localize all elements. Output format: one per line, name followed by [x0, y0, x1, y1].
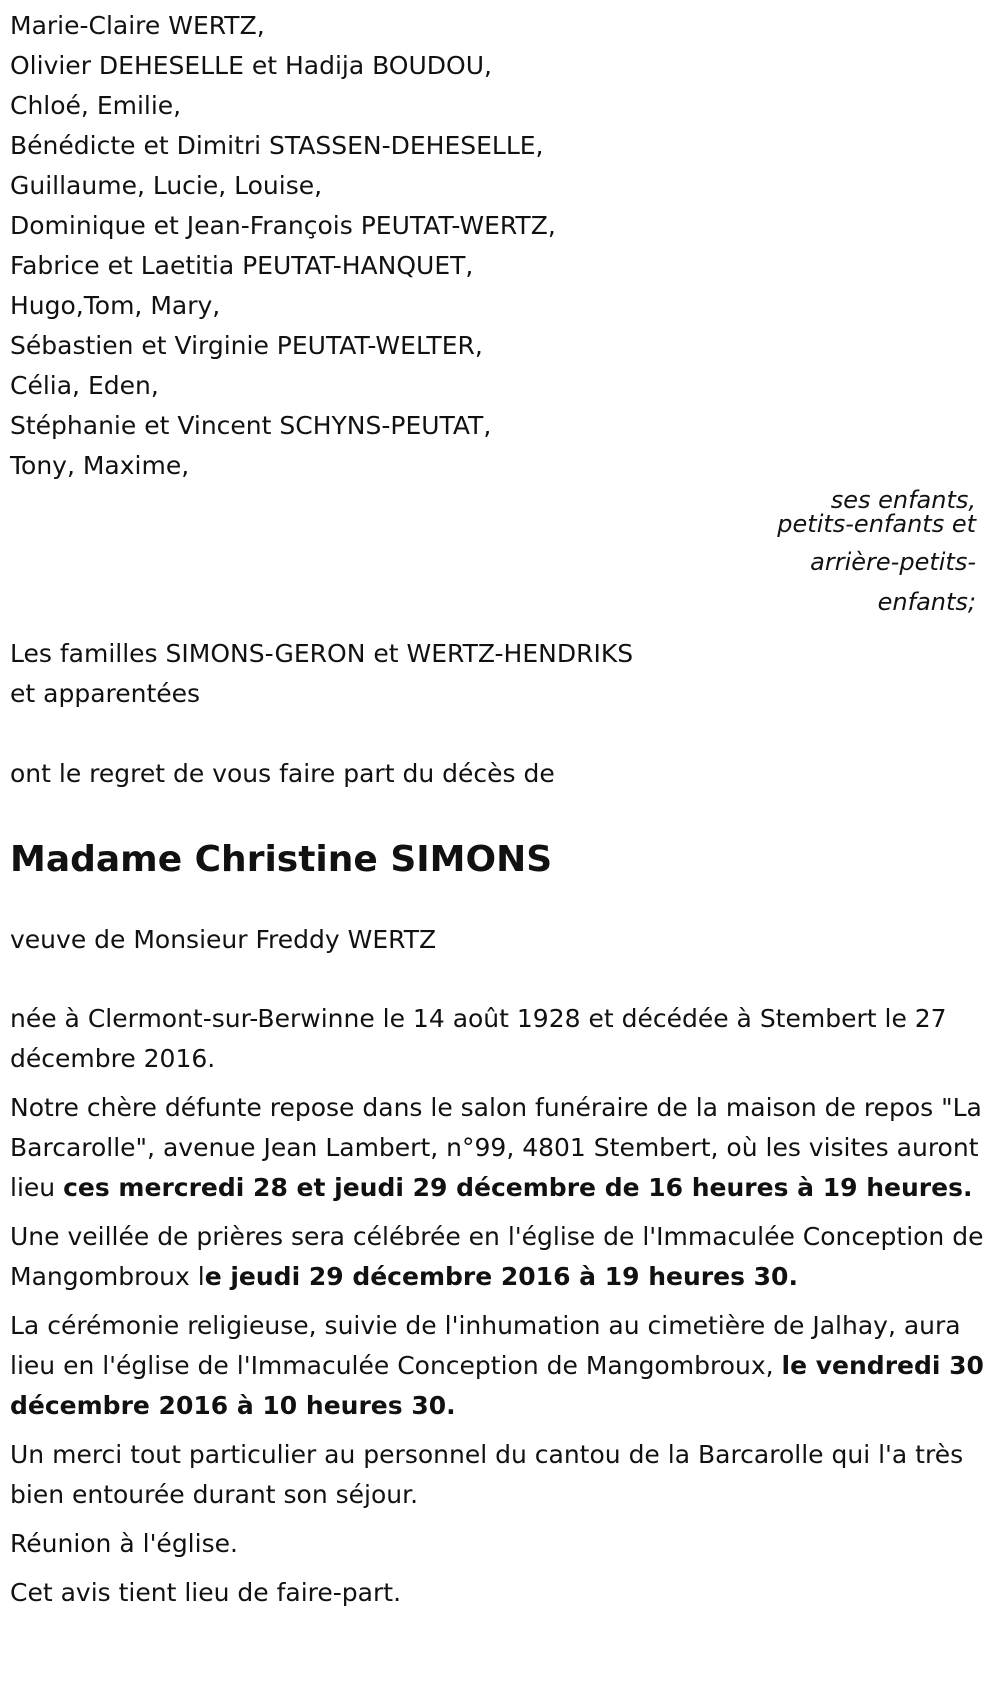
relation-line: ses enfants, [830, 486, 976, 514]
ceremony-info [10, 1306, 990, 1426]
relation-line: petits-enfants et [777, 510, 976, 538]
ceremony-text: La cérémonie religieuse, suivie de l'inhumation au cimetière de Jalhay, aura lieu en l'église de l'Immaculée Conception de Mangombroux, [10, 1311, 961, 1380]
birth-death-info: née à Clermont-sur-Berwinne le 14 août 1928 et décédée à Stembert le 27 décembre 2016. [10, 1004, 947, 1073]
family-line: Hugo,Tom, Mary, [10, 291, 221, 320]
family-list [10, 0, 990, 486]
family-line: Dominique et Jean-François PEUTAT-WERTZ, [10, 211, 556, 240]
thanks-note: Un merci tout particulier au personnel du cantou de la Barcarolle qui l'a très bien entourée durant son séjour. [10, 1440, 964, 1509]
vigil-text: Une veillée de prières sera célébrée en l'église de l'Immaculée Conception de Mangombroux l [10, 1222, 984, 1291]
families-line: et apparentées [10, 679, 201, 708]
relation-line: arrière-petits- [810, 548, 976, 576]
family-line: Chloé, Emilie, [10, 91, 182, 120]
family-line: Sébastien et Virginie PEUTAT-WELTER, [10, 331, 483, 360]
family-line: Stéphanie et Vincent SCHYNS-PEUTAT, [10, 411, 492, 440]
family-line: Bénédicte et Dimitri STASSEN-DEHESELLE, [10, 131, 544, 160]
family-line: Marie-Claire WERTZ, [10, 11, 265, 40]
announcement-intro: ont le regret de vous faire part du décès de [10, 759, 555, 788]
visitation-info [10, 1088, 990, 1208]
deceased-name: Madame Christine SIMONS [10, 839, 553, 880]
family-line: Fabrice et Laetitia PEUTAT-HANQUET, [10, 251, 474, 280]
family-line: Tony, Maxime, [10, 451, 190, 480]
vigil-info [10, 1217, 990, 1297]
closing-note: Cet avis tient lieu de faire-part. [10, 1578, 402, 1607]
relationship-caption [10, 486, 990, 622]
visitation-text: Notre chère défunte repose dans le salon funéraire de la maison de repos "La Barcarolle", avenue Jean Lambert, n°99, 4801 Stembert, où les visites auront lieu [10, 1093, 982, 1202]
families-line: Les familles SIMONS-GERON et WERTZ-HENDRIKS [10, 639, 634, 668]
extended-families [10, 634, 990, 714]
meeting-note: Réunion à l'église. [10, 1529, 238, 1558]
vigil-time: e jeudi 29 décembre 2016 à 19 heures 30. [204, 1262, 798, 1291]
family-line: Célia, Eden, [10, 371, 159, 400]
ceremony-time: le vendredi 30 décembre 2016 à 10 heures 30. [10, 1351, 984, 1420]
relation-line: enfants; [877, 588, 976, 616]
family-line: Olivier DEHESELLE et Hadija BOUDOU, [10, 51, 492, 80]
visitation-times: ces mercredi 28 et jeudi 29 décembre de 16 heures à 19 heures. [63, 1173, 973, 1202]
widow-of: veuve de Monsieur Freddy WERTZ [10, 925, 437, 954]
family-line: Guillaume, Lucie, Louise, [10, 171, 323, 200]
